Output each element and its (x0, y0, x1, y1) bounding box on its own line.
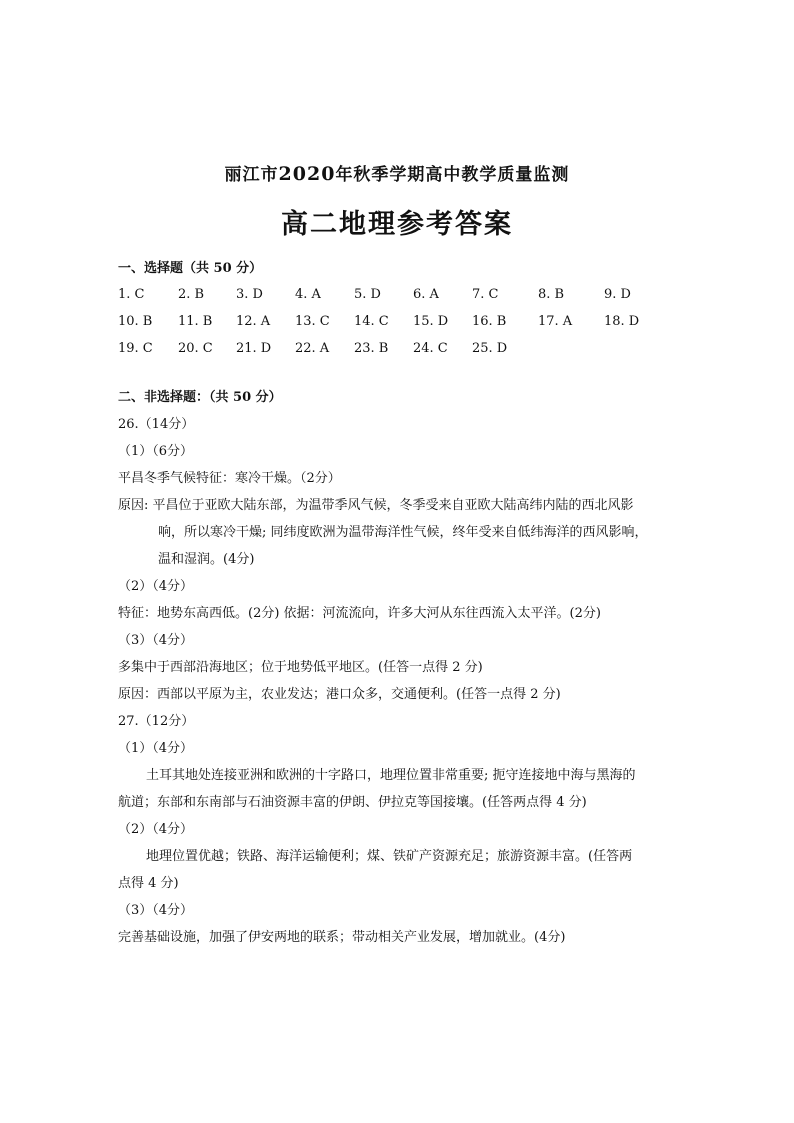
answer-line: 地理位置优越；铁路、海洋运输便利；煤、铁矿产资源充足；旅游资源丰富。(任答两 (146, 849, 633, 864)
mcq-answer: 24. C (413, 341, 448, 356)
mcq-answer: 11. B (178, 314, 213, 329)
exam-title-year: 2020 (278, 163, 336, 185)
mcq-answer: 1. C (118, 287, 145, 302)
subquestion-heading: （2）（4分） (118, 822, 194, 837)
mcq-answer: 10. B (118, 314, 153, 329)
subquestion-heading: （1）（6分） (118, 444, 194, 459)
mcq-answer: 3. D (236, 287, 263, 302)
exam-title-prefix: 丽江市 (224, 165, 279, 185)
mcq-answer: 25. D (472, 341, 508, 356)
subquestion-heading: （2）（4分） (118, 579, 194, 594)
mcq-answer: 19. C (118, 341, 153, 356)
subquestion-heading: （3）（4分） (118, 903, 194, 918)
section1-heading: 一、选择题（共 50 分） (118, 261, 263, 276)
mcq-answer: 16. B (472, 314, 507, 329)
document-subtitle: 高二地理参考答案 (281, 209, 513, 240)
mcq-answer: 8. B (538, 287, 565, 302)
answer-line: 原因：西部以平原为主，农业发达；港口众多，交通便利。(任答一点得 2 分) (118, 687, 561, 702)
answer-line: 航道；东部和东南部与石油资源丰富的伊朗、伊拉克等国接壤。(任答两点得 4 分) (118, 795, 587, 810)
answer-line: 温和湿润。(4分) (158, 552, 255, 567)
subquestion-heading: （1）（4分） (118, 741, 194, 756)
mcq-answer: 2. B (178, 287, 205, 302)
exam-title-suffix: 年秋季学期高中教学质量监测 (335, 165, 570, 185)
question-heading: 27.（12分） (118, 714, 195, 729)
answer-line: 响，所以寒冷干燥; 同纬度欧洲为温带海洋性气候，终年受来自低纬海洋的西风影响， (158, 525, 648, 540)
answer-line: 原因: 平昌位于亚欧大陆东部，为温带季风气候，冬季受来自亚欧大陆高纬内陆的西北风影 (118, 498, 634, 513)
mcq-answer: 15. D (413, 314, 449, 329)
mcq-answer: 7. C (472, 287, 499, 302)
answer-line: 点得 4 分) (118, 876, 179, 891)
mcq-answer: 17. A (538, 314, 573, 329)
mcq-answer: 5. D (354, 287, 381, 302)
mcq-answer: 14. C (354, 314, 389, 329)
mcq-answer: 23. B (354, 341, 389, 356)
mcq-answer: 21. D (236, 341, 272, 356)
question-heading: 26.（14分） (118, 417, 195, 432)
answer-line: 完善基础设施，加强了伊安两地的联系；带动相关产业发展，增加就业。(4分) (118, 930, 566, 945)
mcq-answer: 4. A (295, 287, 321, 302)
mcq-answer: 9. D (604, 287, 631, 302)
mcq-answer: 20. C (178, 341, 213, 356)
mcq-answer: 13. C (295, 314, 330, 329)
mcq-answer: 18. D (604, 314, 640, 329)
mcq-answer: 6. A (413, 287, 439, 302)
answer-line: 土耳其地处连接亚洲和欧洲的十字路口，地理位置非常重要; 扼守连接地中海与黑海的 (146, 768, 636, 783)
mcq-answer: 12. A (236, 314, 271, 329)
answer-line: 多集中于西部沿海地区；位于地势低平地区。(任答一点得 2 分) (118, 660, 483, 675)
section2-heading: 二、非选择题：（共 50 分） (118, 390, 282, 405)
answer-line: 平昌冬季气候特征：寒冷干燥。（2分） (118, 471, 341, 486)
exam-title (0, 160, 794, 185)
mcq-answer: 22. A (295, 341, 330, 356)
subquestion-heading: （3）（4分） (118, 633, 194, 648)
answer-line: 特征：地势东高西低。(2分) 依据：河流流向，许多大河从东往西流入太平洋。(2分) (118, 606, 601, 621)
